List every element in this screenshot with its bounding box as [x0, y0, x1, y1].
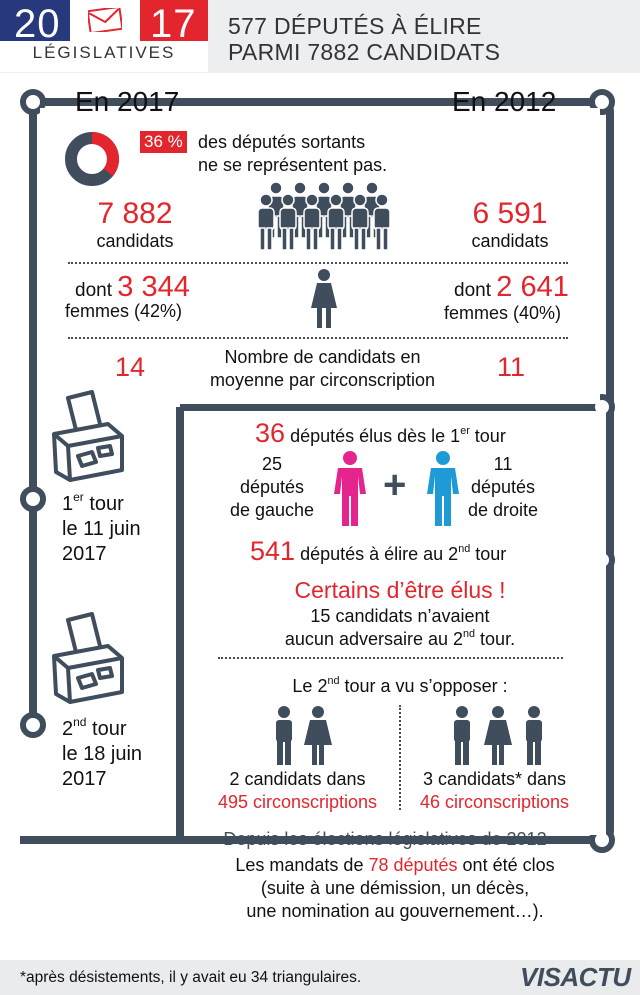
left-deputies: 25 députés de gauche: [229, 454, 315, 520]
average-line-2: moyenne par circonscription: [209, 370, 436, 390]
outgoing-text-2: ne se représentent pas.: [198, 155, 388, 175]
year-2017-label: En 2017: [75, 86, 180, 117]
average-label: [175, 346, 470, 392]
second-round-date: 2nd tour le 18 juin 2017: [62, 715, 143, 790]
duel-icon: [268, 705, 338, 767]
crowd-icon: [254, 180, 394, 255]
women-2012-value: 2 641: [496, 271, 569, 303]
closing-title: Depuis les élections législatives de 2012: [223, 829, 547, 849]
candidates-2017-value: 7 882: [97, 197, 173, 230]
outgoing-donut-chart: [64, 131, 120, 187]
right-deputies: 11 députés de droite: [467, 454, 539, 520]
women-2012: [454, 271, 569, 304]
person-blue-icon: [423, 450, 463, 528]
women-prefix: dont: [454, 280, 491, 301]
closing-text: Les mandats de 78 députés ont été clos (suite à une démission, un décès, une nomination au gouvernement…).: [235, 855, 555, 921]
women-2017-value: 3 344: [117, 271, 190, 303]
candidates-2017-label: candidats: [96, 231, 174, 251]
duel-text: 2 candidats dans 495 circonscriptions: [217, 769, 378, 812]
ballot-box-icon-2: [48, 612, 128, 704]
candidates-2012-label: candidats: [471, 231, 549, 251]
women-prefix: dont: [75, 280, 112, 301]
average-2012-value: 11: [497, 352, 526, 382]
second-round-to-elect: 541 députés à élire au 2nd tour: [250, 536, 507, 566]
woman-icon: [306, 268, 342, 330]
candidates-2012-value: 6 591: [472, 197, 548, 230]
title-line-2: PARMI 7882 CANDIDATS: [228, 39, 501, 65]
timeline-node: [23, 715, 43, 735]
divider: [68, 262, 568, 264]
triangular-text: 3 candidats* dans 46 circonscriptions: [419, 769, 570, 812]
outgoing-text-1: des députés sortants: [198, 132, 366, 152]
divider: [218, 657, 563, 659]
brand-logo: VISACTU: [520, 962, 631, 992]
women-2012-pct: femmes (40%): [444, 303, 562, 323]
plus-icon: +: [383, 463, 407, 507]
outgoing-percent-badge: 36 %: [140, 131, 187, 153]
footnote: *après désistements, il y avait eu 34 triangulaires.: [20, 969, 362, 986]
second-round-count: 541: [250, 536, 296, 566]
title-line-1: 577 DÉPUTÉS À ÉLIRE: [228, 13, 482, 39]
timeline-node: [23, 489, 43, 509]
year-right: 17: [150, 2, 197, 46]
ballot-box-icon-1: [48, 390, 128, 482]
logo-subtitle: LÉGISLATIVES: [32, 43, 176, 62]
donut-slice-36: [92, 138, 113, 172]
average-line-1: Nombre de candidats en: [224, 347, 421, 367]
first-round-elected: 36 députés élus dès le 1er tour: [255, 418, 506, 448]
divider-vertical: [399, 705, 401, 810]
oppose-label: Le 2nd tour a vu s’opposer :: [292, 674, 508, 696]
triangular-icon: [446, 705, 550, 767]
divider: [68, 337, 568, 339]
certain-title: Certains d’être élus !: [294, 577, 506, 603]
first-round-count: 36: [255, 418, 286, 448]
person-pink-icon: [330, 450, 370, 528]
average-2017-value: 14: [115, 352, 146, 382]
year-left: 20: [14, 2, 61, 46]
women-2017-pct: femmes (42%): [65, 301, 183, 321]
first-round-date: 1er tour le 11 juin 2017: [62, 490, 141, 565]
certain-text: 15 candidats n’avaient aucun adversaire au 2nd tour.: [284, 606, 516, 649]
year-2012-label: En 2012: [452, 86, 557, 117]
